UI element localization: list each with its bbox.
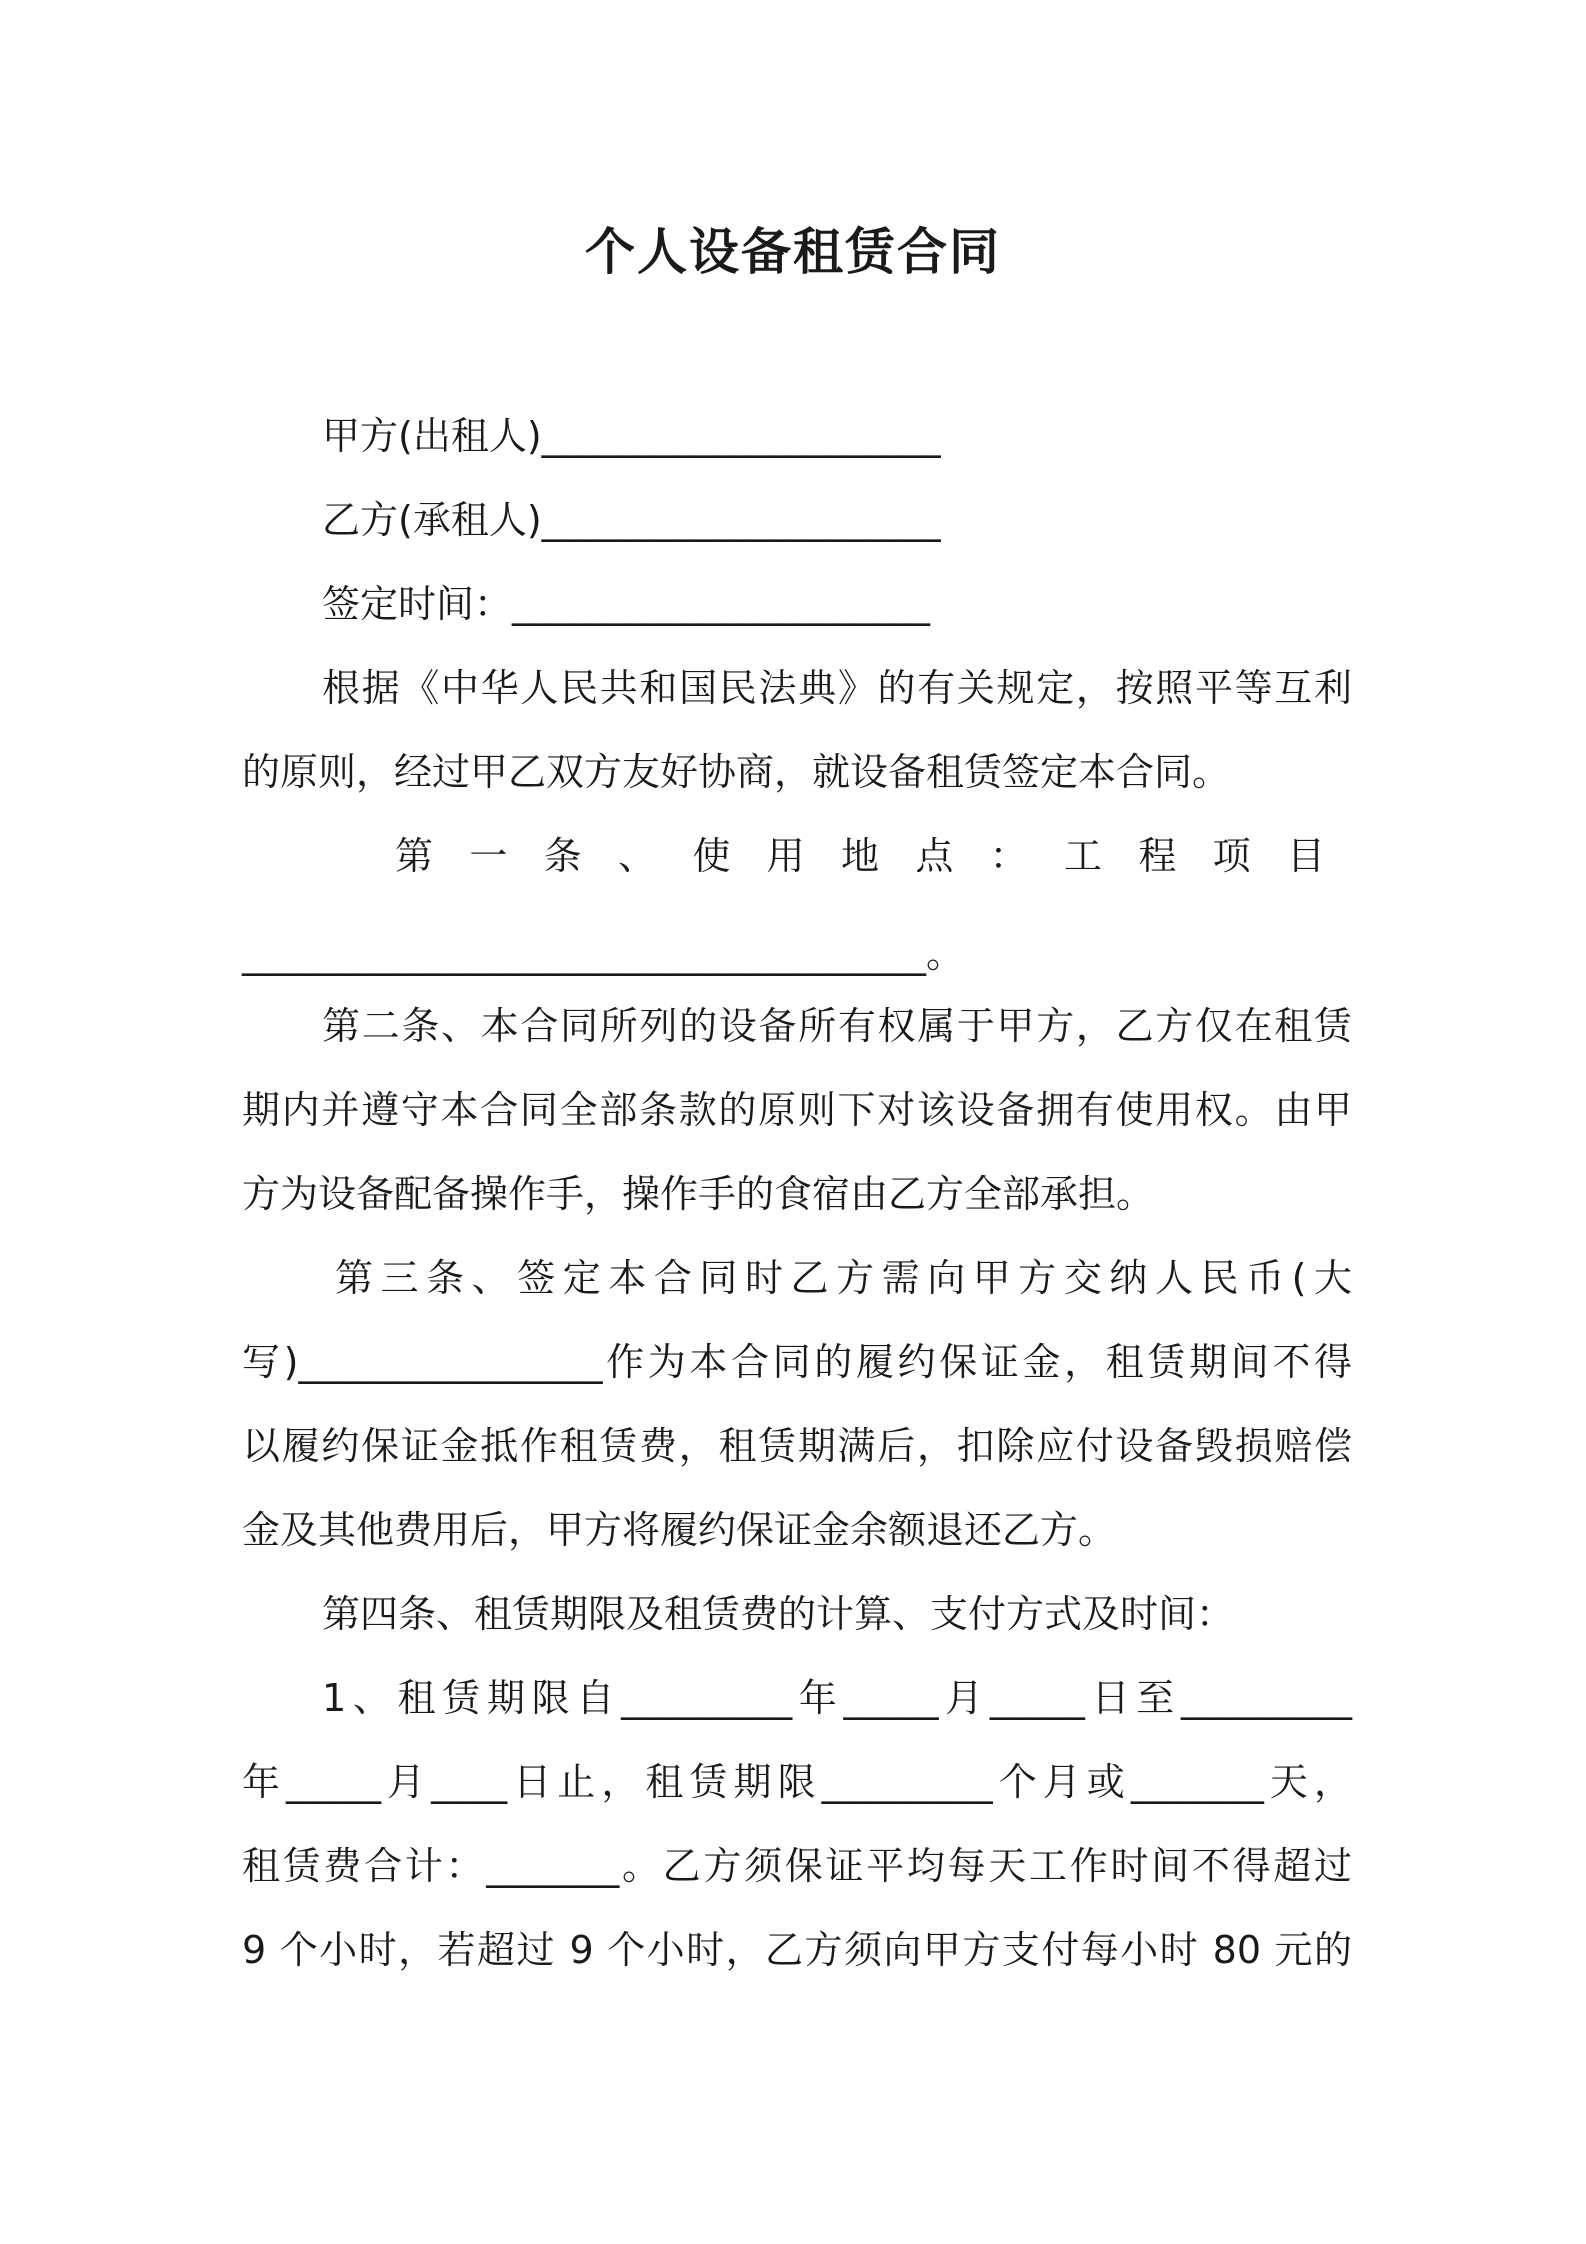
article-3-line-1: 第三条、签定本合同时乙方需向甲方交纳人民币(大 xyxy=(335,1256,1352,1300)
article-2-line-3: 方为设备配备操作手，操作手的食宿由乙方全部承担。 xyxy=(242,1172,1155,1216)
article-2-line-2: 期内并遵守本合同全部条款的原则下对该设备拥有使用权。由甲 xyxy=(242,1088,1352,1132)
sign-date-line: 签定时间：______________________ xyxy=(322,582,931,626)
article-3-line-3: 以履约保证金抵作租赁费，租赁期满后，扣除应付设备毁损赔偿 xyxy=(242,1424,1352,1468)
article-4-item-1-line-4: 9 个小时，若超过 9 个小时，乙方须向甲方支付每小时 80 元的 xyxy=(242,1928,1352,1972)
article-4-heading: 第四条、租赁期限及租赁费的计算、支付方式及时间： xyxy=(322,1592,1235,1636)
article-1-heading: 第一条、使用地点：工程项目 xyxy=(395,834,1352,878)
preamble-line-2: 的原则，经过甲乙双方友好协商，就设备租赁签定本合同。 xyxy=(242,750,1231,794)
article-3-line-4: 金及其他费用后，甲方将履约保证金余额退还乙方。 xyxy=(242,1508,1117,1552)
preamble-line-1: 根据《中华人民共和国民法典》的有关规定，按照平等互利 xyxy=(322,666,1352,710)
article-2-line-1: 第二条、本合同所列的设备所有权属于甲方，乙方仅在租赁 xyxy=(322,1004,1352,1048)
party-b-line: 乙方(承租人)_____________________ xyxy=(322,498,941,542)
party-a-line: 甲方(出租人)_____________________ xyxy=(322,414,941,458)
article-4-item-1-line-1: 1、租赁期限自_________年_____月_____日至_________ xyxy=(322,1676,1352,1720)
article-1-blank: ____________________________________。 xyxy=(242,932,965,976)
article-3-line-2: 写)________________作为本合同的履约保证金，租赁期间不得 xyxy=(242,1340,1352,1384)
article-4-item-1-line-3: 租赁费合计：_______。乙方须保证平均每天工作时间不得超过 xyxy=(242,1844,1352,1888)
article-4-item-1-line-2: 年_____月____日止，租赁期限_________个月或_______天， xyxy=(242,1760,1352,1804)
document-title: 个人设备租赁合同 xyxy=(585,223,1001,281)
